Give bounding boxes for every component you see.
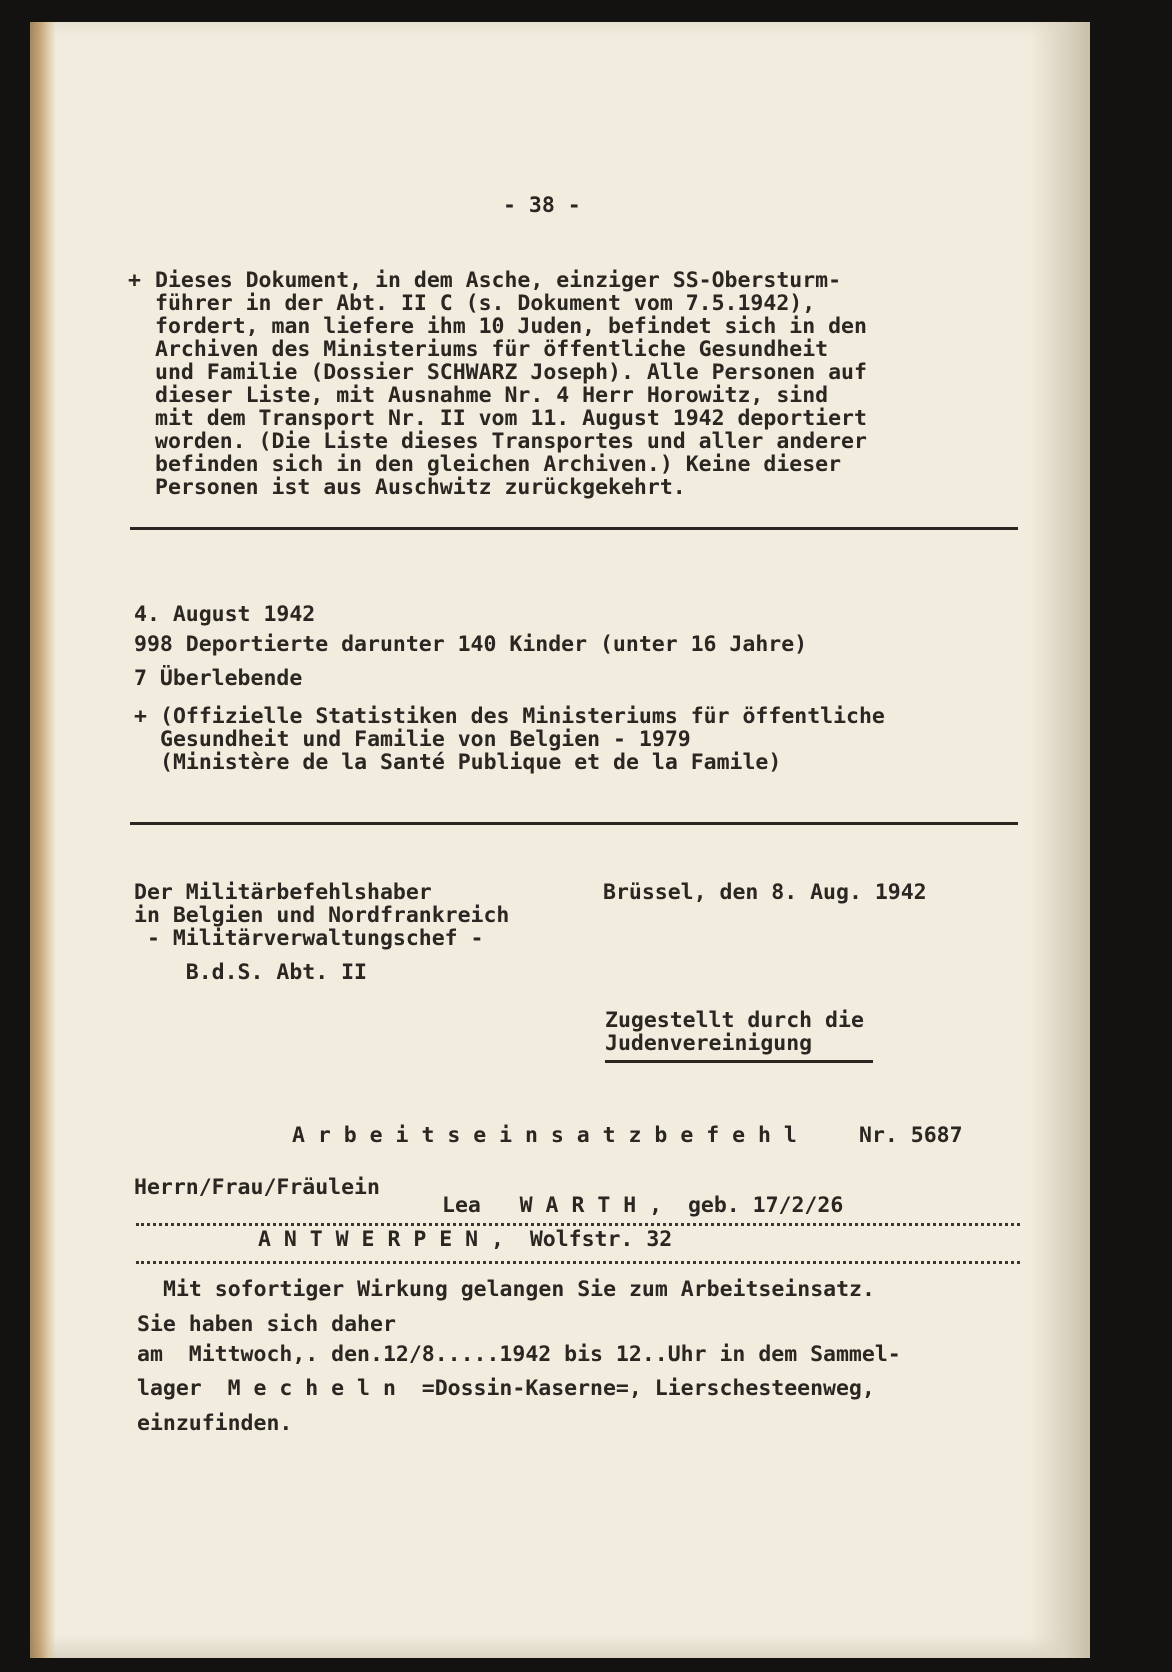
source-marker: +: [134, 704, 147, 729]
sender-line: in Belgien und Nordfrankreich: [134, 903, 510, 928]
page-gutter-shadow: [1030, 22, 1090, 1658]
order-title: A r b e i t s e i n s a t z b e f e h l: [292, 1123, 797, 1148]
delivered-line: Zugestellt durch die: [605, 1008, 864, 1033]
person-name: Lea W A R T H , geb. 17/2/26: [442, 1193, 844, 1218]
sender-line: Der Militärbefehlshaber: [134, 880, 432, 905]
footnote-line: führer in der Abt. II C (s. Dokument vom 7.5.1942),: [155, 291, 816, 316]
footnote-line: Personen ist aus Auschwitz zurückgekehrt.: [155, 475, 686, 500]
delivered-line: Judenvereinigung: [605, 1031, 813, 1056]
body-line: einzufinden.: [137, 1411, 293, 1436]
footnote-line: worden. (Die Liste dieses Transportes und aller anderer: [155, 429, 867, 454]
body-line: lager M e c h e l n =Dossin-Kaserne=, Lierschesteenweg,: [137, 1376, 875, 1401]
salutation: Herrn/Frau/Fräulein: [134, 1175, 380, 1200]
footnote-line: Dieses Dokument, in dem Asche, einziger SS-Obersturm-: [155, 268, 842, 293]
divider-rule: [130, 527, 1018, 530]
place-date: Brüssel, den 8. Aug. 1942: [603, 880, 927, 905]
address: A N T W E R P E N , Wolfstr. 32: [258, 1227, 673, 1252]
divider-rule: [130, 822, 1018, 825]
source-line: (Offizielle Statistiken des Ministeriums für öffentliche: [160, 704, 885, 729]
dotted-line: [136, 1261, 1020, 1264]
sender-line: - Militärverwaltungschef -: [134, 926, 484, 951]
footnote-marker: +: [128, 268, 141, 293]
source-line: Gesundheit und Familie von Belgien - 1979: [160, 727, 691, 752]
delivered-underline: [605, 1060, 873, 1063]
body-line: am Mittwoch,. den.12/8.....1942 bis 12..Uhr in dem Sammel-: [137, 1342, 901, 1367]
footnote-line: befinden sich in den gleichen Archiven.) Keine dieser: [155, 452, 842, 477]
footnote-line: dieser Liste, mit Ausnahme Nr. 4 Herr Horowitz, sind: [155, 383, 829, 408]
body-line: Mit sofortiger Wirkung gelangen Sie zum Arbeitseinsatz.: [163, 1277, 875, 1302]
document-page: [30, 22, 1090, 1658]
footnote-line: mit dem Transport Nr. II vom 11. August 1942 deportiert: [155, 406, 867, 431]
source-line: (Ministère de la Santé Publique et de la Famile): [160, 750, 782, 775]
page-number: - 38 -: [503, 193, 581, 218]
stats-date: 4. August 1942: [134, 602, 316, 627]
page-binding-edge: [30, 22, 56, 1658]
sender-line: B.d.S. Abt. II: [134, 960, 367, 985]
stats-deported: 998 Deportierte darunter 140 Kinder (unter 16 Jahre): [134, 632, 808, 657]
footnote-line: fordert, man liefere ihm 10 Juden, befindet sich in den: [155, 314, 867, 339]
order-number: Nr. 5687: [859, 1123, 963, 1148]
footnote-line: und Familie (Dossier SCHWARZ Joseph). Alle Personen auf: [155, 360, 867, 385]
dotted-line: [136, 1223, 1020, 1226]
footnote-line: Archiven des Ministeriums für öffentliche Gesundheit: [155, 337, 829, 362]
stats-survivors: 7 Überlebende: [134, 666, 303, 691]
body-line: Sie haben sich daher: [137, 1312, 396, 1337]
